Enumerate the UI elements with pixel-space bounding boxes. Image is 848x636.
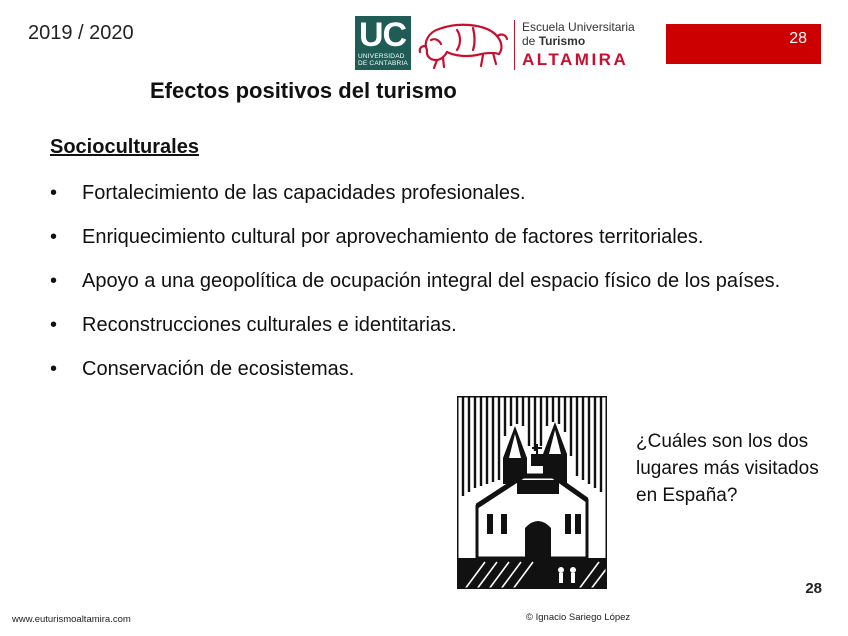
church-illustration (457, 396, 607, 589)
uc-logo-subtext: UNIVERSIDAD DE CANTABRIA (358, 53, 408, 67)
school-name-line2-prefix: de (522, 34, 536, 48)
section-heading: Socioculturales (50, 136, 199, 158)
bullet-dot: • (50, 358, 58, 380)
school-name-line2 (522, 34, 635, 48)
bullet-item (50, 266, 810, 296)
school-name-altamira: ALTAMIRA (522, 50, 629, 69)
school-name (522, 20, 635, 70)
bison-icon (417, 16, 509, 70)
bullet-text: Reconstrucciones culturales e identitarias. (82, 314, 457, 336)
bullet-dot: • (50, 182, 58, 204)
slide-title: Efectos positivos del turismo (150, 78, 457, 103)
uc-logo (355, 16, 411, 70)
bullet-list (50, 178, 810, 398)
page-number-box-label: 28 (789, 30, 807, 47)
footer-copyright: © Ignacio Sariego López (526, 612, 631, 623)
page-number-box (666, 24, 821, 64)
bullet-item (50, 310, 810, 340)
uc-logo-letters: UC (359, 16, 407, 54)
header-divider (514, 20, 515, 70)
bullet-dot: • (50, 226, 58, 248)
school-name-line1: Escuela Universitaria (522, 20, 635, 34)
bullet-dot: • (50, 314, 58, 336)
academic-year: 2019 / 2020 (28, 22, 134, 44)
bullet-text: Fortalecimiento de las capacidades profesionales. (82, 182, 526, 204)
question-text: ¿Cuáles son los dos lugares más visitados en España? (636, 431, 819, 506)
page-number: 28 (805, 580, 822, 597)
bullet-item (50, 222, 810, 252)
school-name-line2-bold: Turismo (538, 34, 586, 48)
bullet-item (50, 178, 810, 208)
bullet-text: Conservación de ecosistemas. (82, 358, 355, 380)
footer-website[interactable]: www.euturismoaltamira.com (12, 614, 131, 625)
bullet-item (50, 354, 810, 384)
bullet-dot: • (50, 270, 58, 292)
bullet-text: Enriquecimiento cultural por aprovechamiento de factores territoriales. (82, 226, 704, 248)
bullet-text: Apoyo a una geopolítica de ocupación integral del espacio físico de los países. (82, 270, 781, 292)
